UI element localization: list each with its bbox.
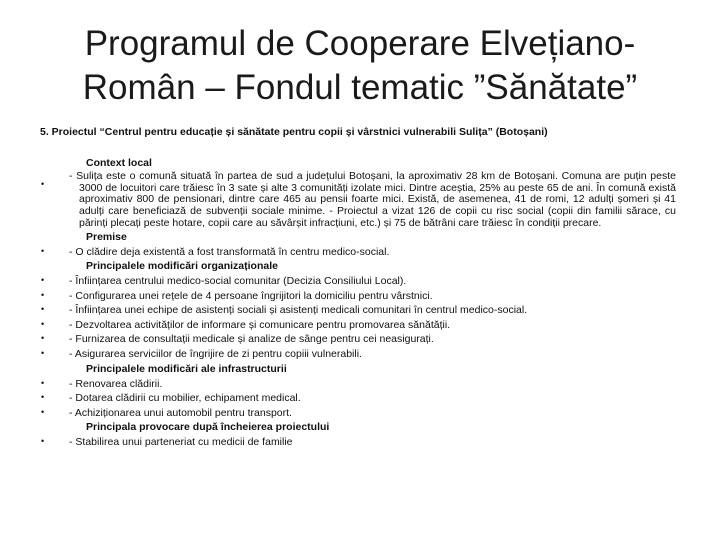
list-item [36, 391, 676, 406]
bullet-marker: • [41, 348, 45, 359]
section-header-organizational [36, 259, 676, 274]
bullet-marker: • [41, 304, 45, 315]
bullet-marker: • [41, 377, 45, 388]
context-paragraph: - Sulița este o comună situată în partea de sud a județului Botoșani, la aproximativ 28 km de Botoșani. Comuna are puțin peste 3000 de locuitori care trăiesc în 3 sate și alte 3 comunități izolate mici. Dintre aceștia, 25% au peste 65 de ani. În comună există aproximativ 800 de pensionari, dintre care 465 au pensii foarte mici. Există, de asemenea, 41 de romi, 12 adulți șomeri și 41 adulți care beneficiază de subvenții sociale minime. - Proiectul a vizat 126 de copii cu risc social (copii din familii sărace, cu părinți plecați peste hotare, copii care au săvârșit infracțiuni, etc.) și 75 de bătrâni care trăiesc în condiții precare. [69, 170, 676, 229]
list-item [36, 171, 676, 230]
list-item-text: - Furnizarea de consultații medicale și analize de sânge pentru cei neasigurați. [69, 333, 434, 346]
list-item [36, 245, 676, 260]
slide-body [36, 156, 676, 450]
section-header-label: Principala provocare după încheierea proiectului [86, 421, 330, 434]
section-header-label: Context local [86, 157, 152, 169]
section-header-label: Premise [86, 230, 127, 243]
list-item [36, 435, 676, 450]
list-item [36, 318, 676, 333]
list-item [36, 377, 676, 392]
list-item-text: - Stabilirea unui parteneriat cu medicii de familie [69, 436, 293, 449]
section-header-challenge [36, 420, 676, 435]
bullet-marker: • [41, 392, 45, 403]
list-item [36, 274, 676, 289]
list-item-text: - O clădire deja existentă a fost transformată în centru medico-social. [69, 245, 390, 258]
bullet-marker: • [41, 333, 45, 344]
list-item-text: - Înființarea centrului medico-social comunitar (Decizia Consiliului Local). [69, 275, 407, 288]
list-item-text: - Înființarea unei echipe de asistenți sociali și asistenți medicali comunitari în centrul medico-social. [69, 304, 528, 317]
list-item [36, 303, 676, 318]
bullet-marker: • [41, 289, 45, 300]
bullet-marker: • [41, 179, 45, 189]
list-item-text: - Renovarea clădirii. [69, 377, 163, 390]
section-header-context [36, 156, 676, 171]
list-item-text: - Configurarea unei rețele de 4 persoane îngrijitori la domiciliu pentru vârstnici. [69, 289, 433, 302]
section-header-label: Principalele modificări organizaționale [86, 260, 278, 273]
section-header-infrastructure [36, 362, 676, 377]
list-item-text: - Dotarea clădirii cu mobilier, echipament medical. [69, 392, 301, 405]
list-item [36, 406, 676, 421]
bullet-marker: • [41, 275, 45, 286]
section-header-premise [36, 230, 676, 245]
list-item [36, 289, 676, 304]
section-header-label: Principalele modificări ale infrastructurii [86, 362, 287, 375]
slide-title: Programul de Cooperare Elvețiano-Român – Fondul tematic ”Sănătate” [82, 24, 638, 107]
list-item [36, 347, 676, 362]
list-item-text: - Asigurarea serviciilor de îngrijire de zi pentru copiii vulnerabili. [69, 348, 362, 361]
bullet-marker: • [41, 436, 45, 447]
list-item [36, 332, 676, 347]
list-item-text: - Achiziționarea unui automobil pentru transport. [69, 406, 292, 419]
bullet-marker: • [41, 318, 45, 329]
list-item-text: - Dezvoltarea activităților de informare și comunicare pentru promovarea sănătății. [69, 318, 451, 331]
bullet-marker: • [41, 245, 45, 256]
project-heading: 5. Proiectul “Centrul pentru educație și sănătate pentru copii și vârstnici vulnerabili Sulița” (Botoșani) [40, 126, 548, 138]
bullet-marker: • [41, 406, 45, 417]
